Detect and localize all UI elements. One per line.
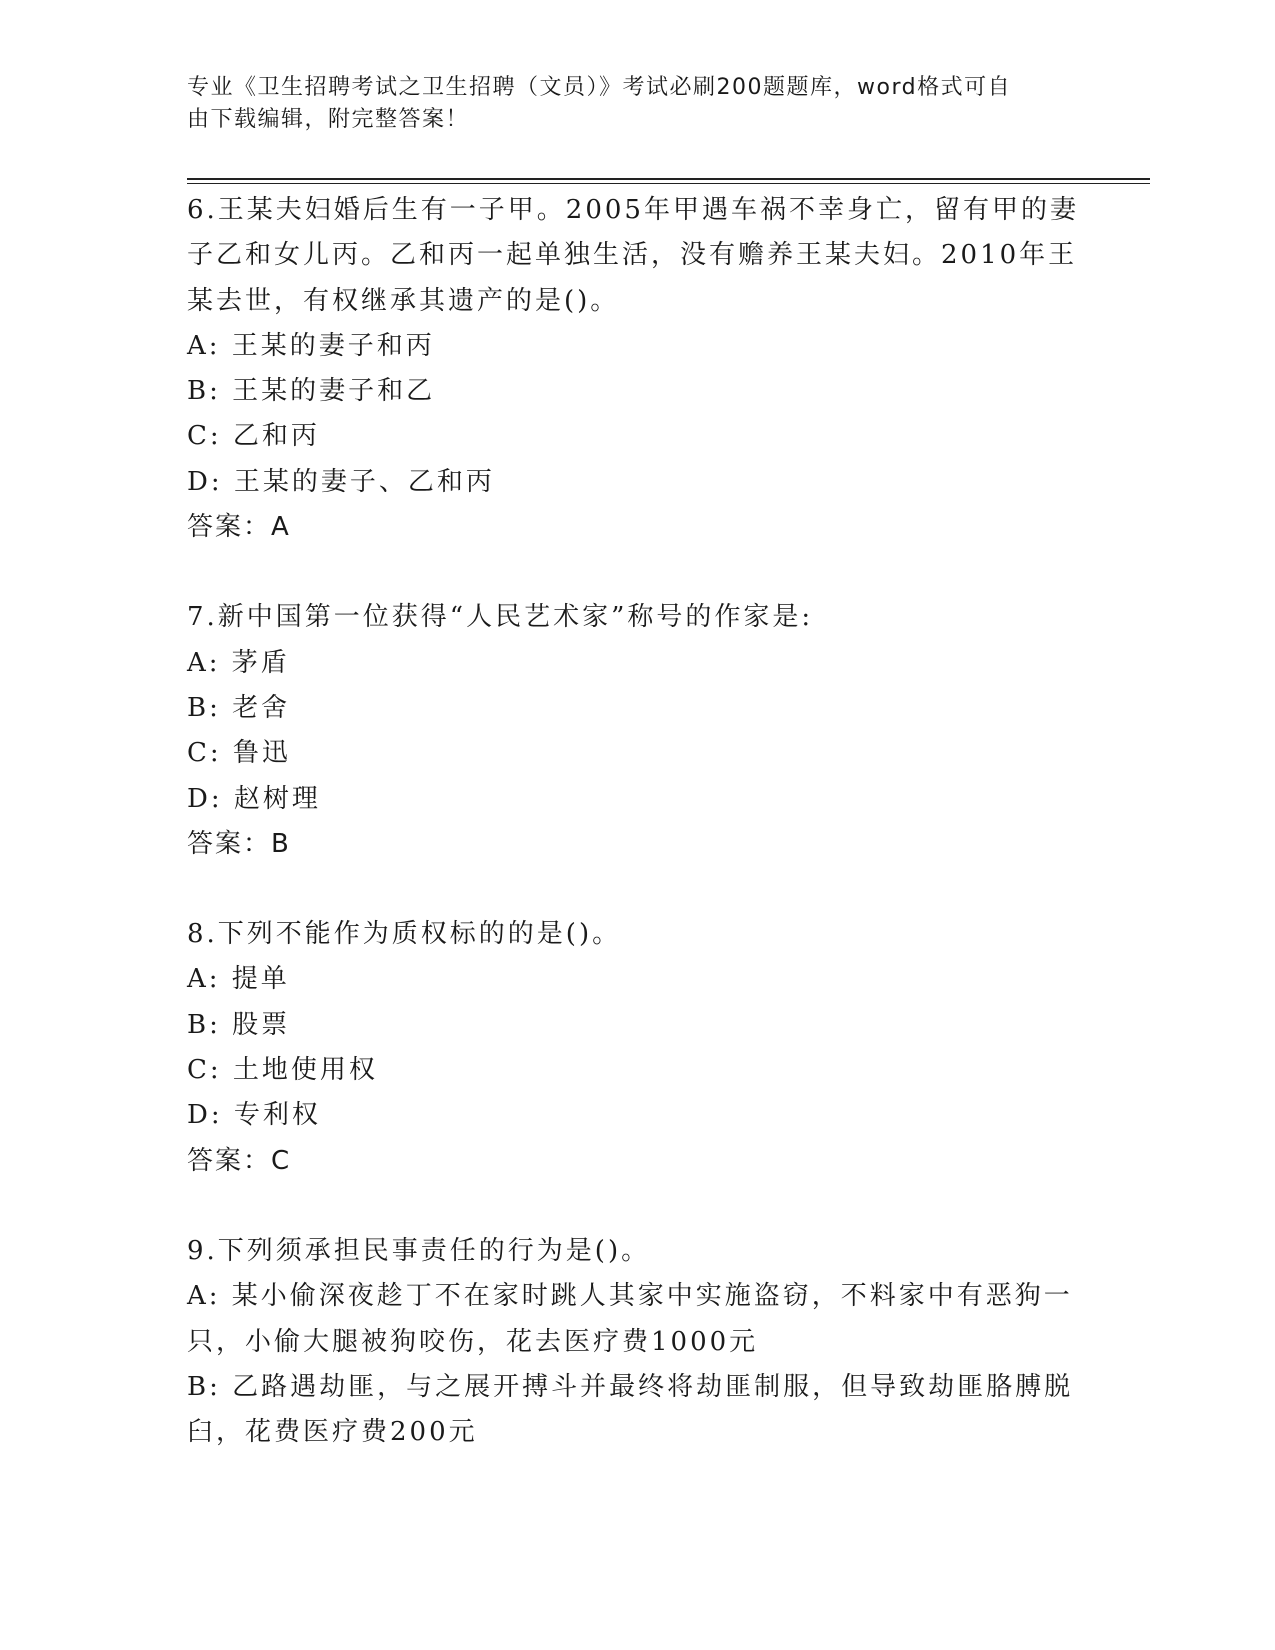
option-a: A: 提单 <box>187 964 290 995</box>
option-a: A: 茅盾 <box>187 647 290 678</box>
option-a: A: 某小偷深夜趁丁不在家时跳人其家中实施盗窃，不料家中有恶狗一 <box>187 1281 1073 1312</box>
option-a: A: 王某的妻子和丙 <box>187 330 435 361</box>
option-d: D: 专利权 <box>187 1100 321 1131</box>
question-7 <box>187 595 1067 867</box>
answer-label: 答案：C <box>187 1145 292 1176</box>
answer-label: 答案：B <box>187 828 291 859</box>
option-b: B: 股票 <box>187 1009 291 1040</box>
question-stem-line: 8.下列不能作为质权标的的是()。 <box>187 919 622 950</box>
option-b: B: 老舍 <box>187 692 291 723</box>
option-c: C: 乙和丙 <box>187 421 320 452</box>
header-divider-thin <box>187 183 1150 184</box>
question-9 <box>187 1229 1074 1455</box>
header-line-1: 专业《卫生招聘考试之卫生招聘（文员）》考试必刷200题题库，word格式可自 <box>187 75 1012 100</box>
option-c: C: 土地使用权 <box>187 1055 378 1086</box>
question-8 <box>187 912 1067 1184</box>
question-stem-line: 7.新中国第一位获得“人民艺术家”称号的作家是: <box>187 602 814 633</box>
question-stem-line: 9.下列须承担民事责任的行为是()。 <box>187 1235 651 1266</box>
option-d: D: 赵树理 <box>187 783 321 814</box>
option-a-continued: 只，小偷大腿被狗咬伤，花去医疗费1000元 <box>187 1326 759 1357</box>
question-list <box>187 188 1079 1500</box>
answer-label: 答案：A <box>187 512 291 543</box>
question-6 <box>187 188 1079 550</box>
option-b: B: 乙路遇劫匪，与之展开搏斗并最终将劫匪制服，但导致劫匪胳膊脱 <box>187 1371 1074 1402</box>
option-b-continued: 臼，花费医疗费200元 <box>187 1417 478 1448</box>
option-b: B: 王某的妻子和乙 <box>187 376 436 407</box>
question-stem-line: 子乙和女儿丙。乙和丙一起单独生活，没有赡养王某夫妇。2010年王 <box>187 240 1078 271</box>
option-d: D: 王某的妻子、乙和丙 <box>187 466 495 497</box>
option-c: C: 鲁迅 <box>187 738 291 769</box>
document-header <box>187 72 1067 136</box>
question-stem-line: 某去世，有权继承其遗产的是()。 <box>187 285 620 316</box>
question-stem-line: 6.王某夫妇婚后生有一子甲。2005年甲遇车祸不幸身亡，留有甲的妻 <box>187 195 1079 225</box>
header-line-2: 由下载编辑，附完整答案！ <box>187 107 470 132</box>
header-divider-thick <box>187 178 1150 180</box>
